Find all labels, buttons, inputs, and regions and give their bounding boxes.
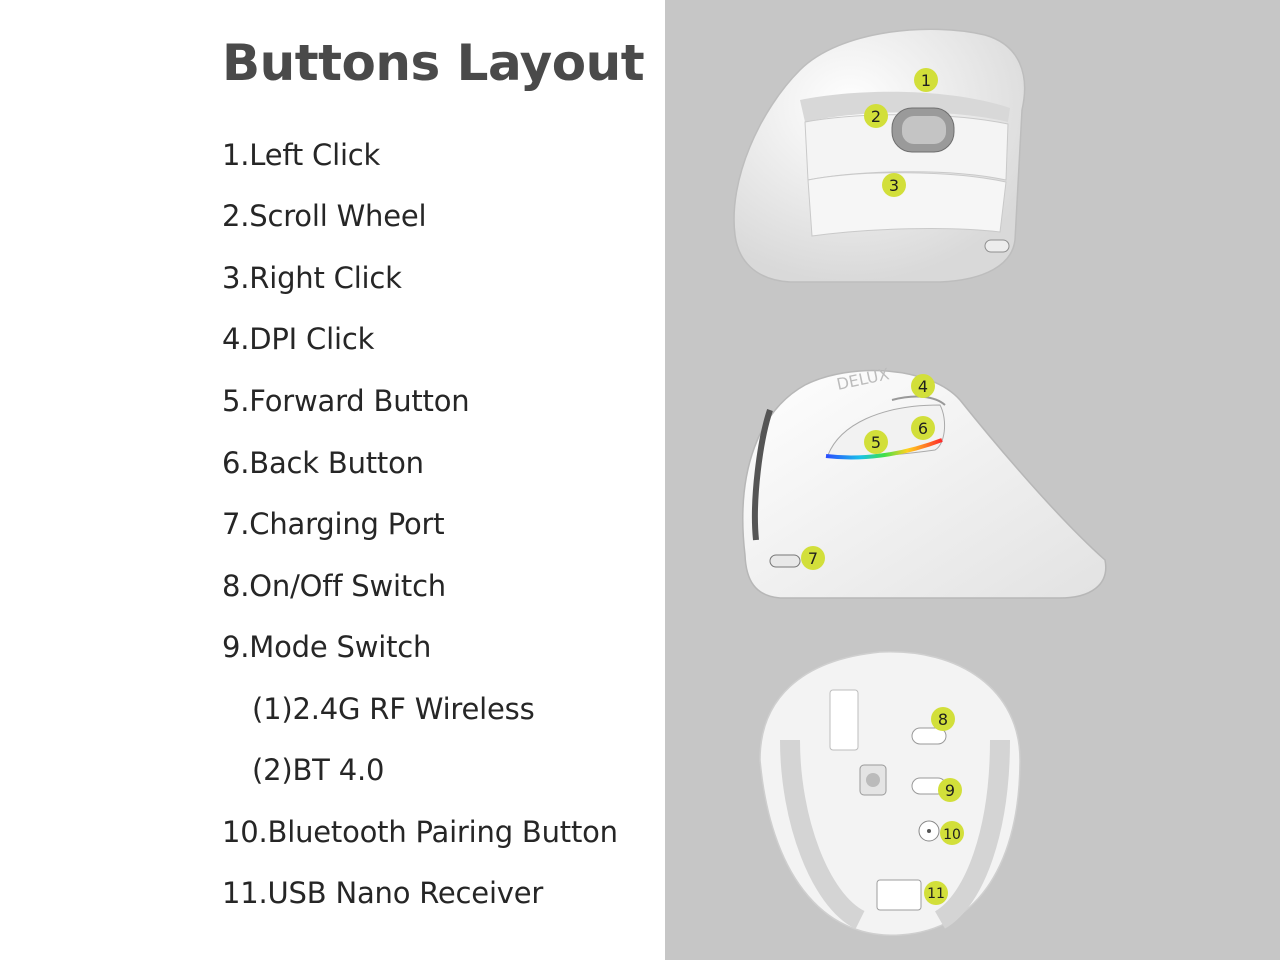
mouse-side-view: [743, 364, 1106, 598]
legend-item-scroll-wheel: 2.Scroll Wheel: [222, 199, 427, 233]
svg-text:2: 2: [870, 107, 882, 126]
legend-item-charging-port: 7.Charging Port: [222, 507, 445, 541]
legend-item-on-off-switch: 8.On/Off Switch: [222, 569, 446, 603]
callout-5: [864, 430, 888, 454]
callout-2: [864, 104, 888, 128]
legend-item-bluetooth-pairing: 10.Bluetooth Pairing Button: [222, 815, 618, 849]
callout-10: [940, 821, 964, 845]
callout-11: [924, 881, 948, 905]
callout-9: [938, 778, 962, 802]
legend-item-left-click: 1.Left Click: [222, 138, 381, 172]
callout-1: [914, 68, 938, 92]
svg-text:9: 9: [944, 781, 956, 800]
svg-text:3: 3: [888, 176, 900, 195]
svg-text:4: 4: [917, 377, 929, 396]
mouse-bottom-view: [760, 652, 1020, 936]
callout-6: [911, 416, 935, 440]
brand-logo: DELUX: [834, 364, 891, 394]
legend-item-dpi-click: 4.DPI Click: [222, 322, 375, 356]
callout-4: [911, 374, 935, 398]
legend-item-mode-switch: 9.Mode Switch: [222, 630, 432, 664]
legend-item-forward-button: 5.Forward Button: [222, 384, 470, 418]
legend-subitem-bt: (2)BT 4.0: [252, 753, 385, 787]
svg-text:5: 5: [870, 433, 882, 452]
mouse-front-view: [734, 29, 1025, 282]
legend-item-usb-receiver: 11.USB Nano Receiver: [222, 876, 544, 910]
svg-text:6: 6: [917, 419, 929, 438]
page-title: Buttons Layout: [222, 34, 645, 92]
legend-subitem-rf-wireless: (1)2.4G RF Wireless: [252, 692, 535, 726]
svg-text:1: 1: [920, 71, 932, 90]
svg-text:8: 8: [937, 710, 949, 729]
legend-item-back-button: 6.Back Button: [222, 446, 424, 480]
callout-8: [931, 707, 955, 731]
svg-text:10: 10: [943, 827, 961, 843]
legend-item-right-click: 3.Right Click: [222, 261, 402, 295]
svg-text:7: 7: [807, 549, 819, 568]
svg-text:11: 11: [927, 886, 945, 902]
callout-3: [882, 173, 906, 197]
callout-7: [801, 546, 825, 570]
